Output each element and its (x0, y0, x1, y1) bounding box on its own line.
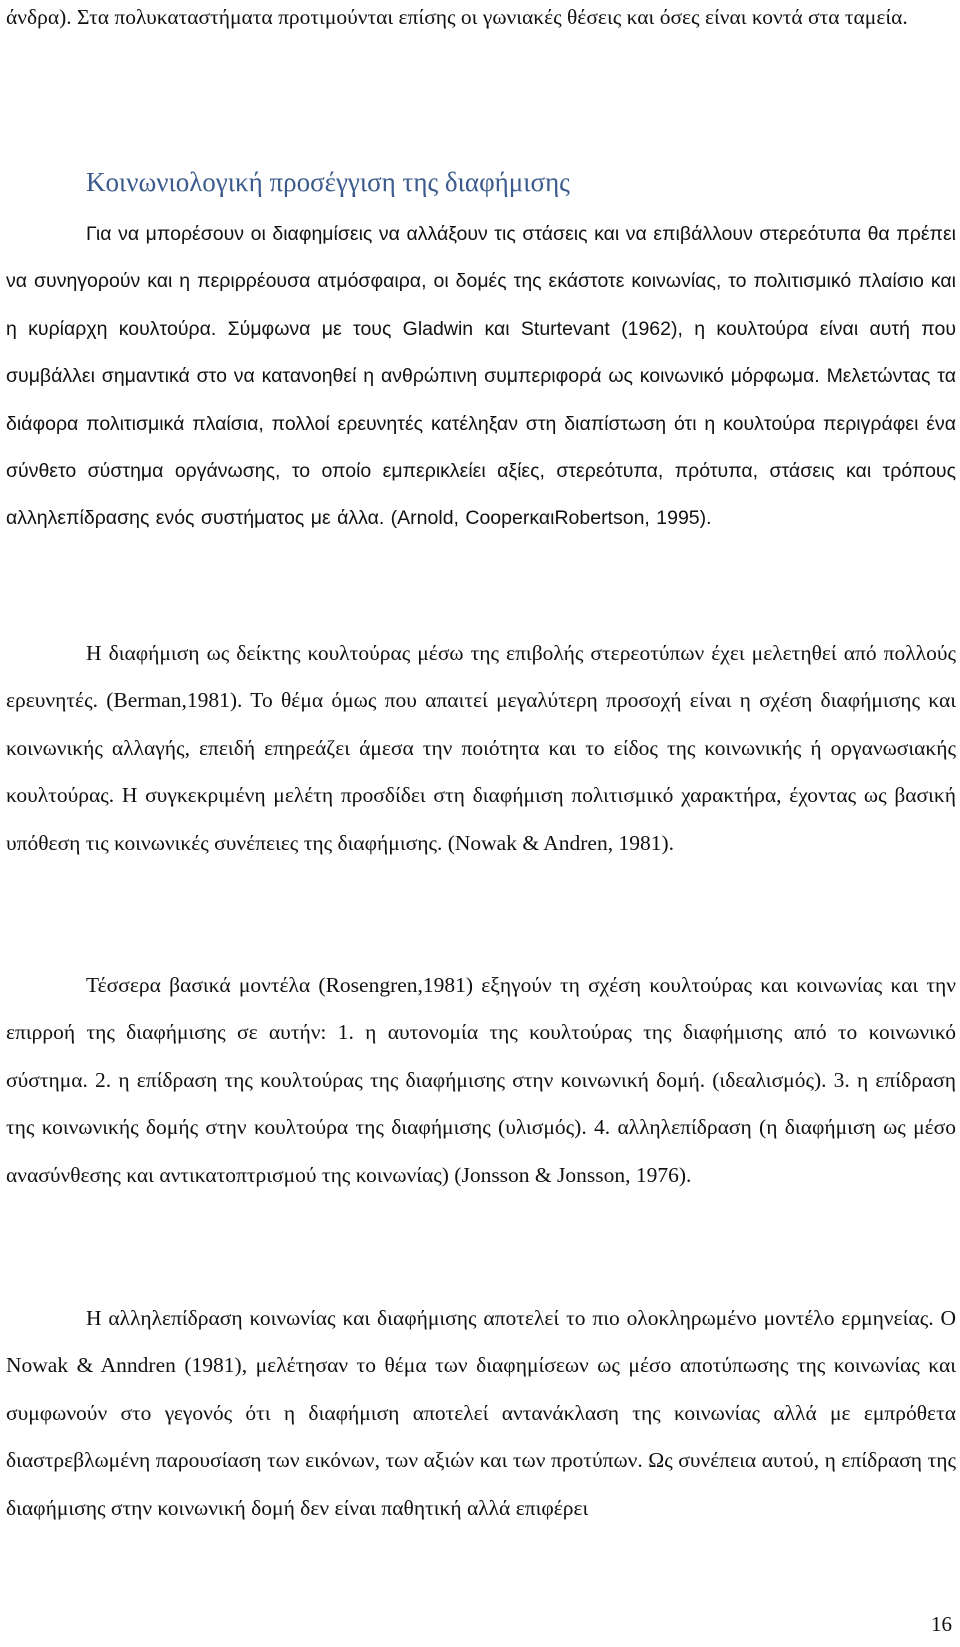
paragraph-advertising-culture: Η διαφήμιση ως δείκτης κουλτούρας μέσω της επιβολής στερεοτύπων έχει μελετηθεί από πολλούς ερευνητές. (Berman,1981). Το θέμα όμως που απαιτεί μεγαλύτερη προσοχή είναι η σχέση διαφήμισης και κοινωνικής αλλαγής, επειδή επηρεάζει άμεσα την ποιότητα και το είδος της κοινωνικής ή οργανωσιακής κουλτούρας. Η συγκεκριμένη μελέτη προσδίδει στη διαφήμιση πολιτισμικό χαρακτήρα, έχοντας ως βασική υπόθεση τις κοινωνικές συνέπειες της διαφήμισης. (Nowak & Andren, 1981). (6, 641, 956, 855)
paragraph-culture-stereotypes: Για να μπορέσουν οι διαφημίσεις να αλλάξουν τις στάσεις και να επιβάλλουν στερεότυπα θα πρέπει να συνηγορούν και η περιρρέουσα ατμόσφαιρα, οι δομές της εκάστοτε κοινωνίας, το πολιτισμικό πλαίσιο και η κυρίαρχη κουλτούρα. Σύμφωνα με τους Gladwin και Sturtevant (1962), η κουλτούρα είναι αυτή που συμβάλλει σημαντικά στο να κατανοηθεί η ανθρώπινη συμπεριφορά ως κοινωνικό μόρφωμα. Μελετώντας τα διάφορα πολιτισμικά πλαίσια, πολλοί ερευνητές κατέληξαν στη διαπίστωση ότι η κουλτούρα περιγράφει ένα σύνθετο σύστημα οργάνωσης, το οποίο εμπερικλείει αξίες, στερεότυπα, πρότυπα, στάσεις και τρόπους αλληλεπίδρασης ενός συστήματος με άλλα. (Arnold, CooperκαιRobertson, 1995). (6, 223, 956, 530)
paragraph-interaction-model: Η αλληλεπίδραση κοινωνίας και διαφήμισης αποτελεί το πιο ολοκληρωμένο μοντέλο ερμηνείας. Ο Nowak & Anndren (1981), μελέτησαν το θέμα των διαφημίσεων ως μέσο αποτύπωσης της κοινωνίας και συμφωνούν στο γεγονός ότι η διαφήμιση αποτελεί αντανάκλαση της κοινωνίας αλλά με εμπρόθετα διαστρεβλωμένη παρουσίαση των εικόνων, των αξιών και των προτύπων. Ως συνέπεια αυτού, η επίδραση της διαφήμισης στην κοινωνική δομή δεν είναι παθητική αλλά επιφέρει (6, 1306, 956, 1520)
continued-paragraph: άνδρα). Στα πολυκαταστήματα προτιμούνται επίσης οι γωνιακές θέσεις και όσες είναι κοντά στα ταμεία. (6, 5, 908, 29)
section-heading: Κοινωνιολογική προσέγγιση της διαφήμισης (86, 167, 570, 197)
page-number: 16 (931, 1612, 952, 1636)
paragraph-four-models: Τέσσερα βασικά μοντέλα (Rosengren,1981) εξηγούν τη σχέση κουλτούρας και κοινωνίας και την επιρροή της διαφήμισης σε αυτήν: 1. η αυτονομία της κουλτούρας της διαφήμισης από το κοινωνικό σύστημα. 2. η επίδραση της κουλτούρας της διαφήμισης στην κοινωνική δομή. (ιδεαλισμός). 3. η επίδραση της κοινωνικής δομής στην κουλτούρα της διαφήμισης (υλισμός). 4. αλληλεπίδραση (η διαφήμιση ως μέσο ανασύνθεσης και αντικατοπτρισμού της κοινωνίας) (Jonsson & Jonsson, 1976). (6, 973, 956, 1187)
